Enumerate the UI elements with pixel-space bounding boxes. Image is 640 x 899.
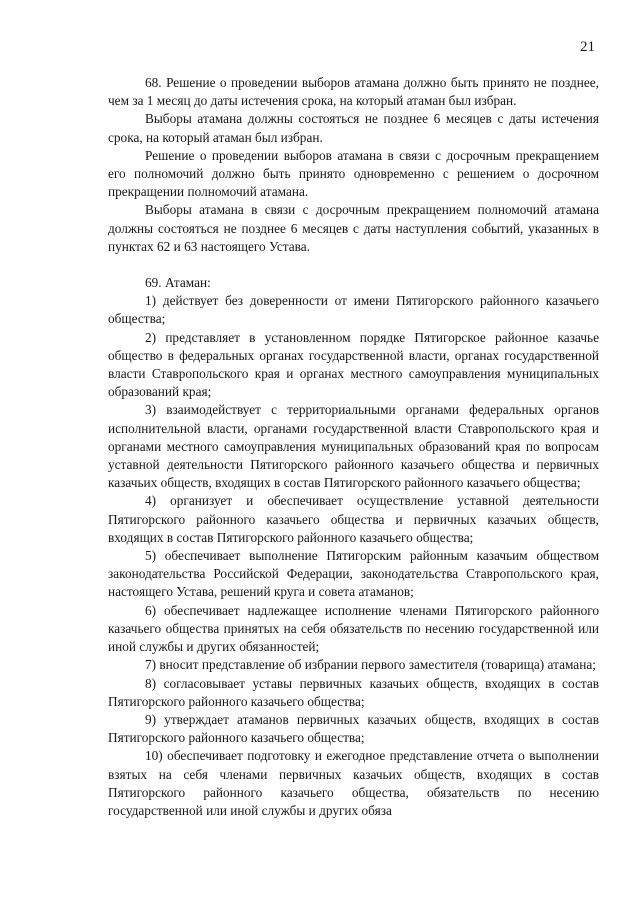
section-gap xyxy=(108,256,599,274)
list-item: 8) согласовывает уставы первичных казачьих обществ, входящих в состав Пятигорского районного казачьего общества; xyxy=(108,675,599,709)
section-69 xyxy=(108,274,599,820)
list-item: 9) утверждает атаманов первичных казачьих обществ, входящих в состав Пятигорского районного казачьего общества; xyxy=(108,711,599,746)
list-item: 5) обеспечивает выполнение Пятигорским районным казачьим обществом законодательства Российской Федерации, законодательства Ставропольского края, настоящего Устава, решений круга и совета атаманов; xyxy=(108,548,599,600)
list-item: 3) взаимодействует с территориальными органами федеральных органов исполнительной власти, органами государственной власти Ставропольского края и органами местного самоуправления муниципальных образований края по вопросам уставной деятельности Пятигорского районного казачьего общества и первичных казачьих обществ, входящих в состав Пятигорского районного казачьего общества; xyxy=(108,402,599,491)
paragraph: 68. Решение о проведении выборов атамана должно быть принято не позднее, чем за 1 месяц до даты истечения срока, на который атаман был избран. xyxy=(108,75,599,109)
list-item: 4) организует и обеспечивает осуществление уставной деятельности Пятигорского районного казачьего общества и первичных казачьих обществ, входящих в состав Пятигорского районного казачьего общества; xyxy=(108,493,599,545)
section-heading: 69. Атаман: xyxy=(145,275,211,291)
page-number: 21 xyxy=(580,39,595,55)
paragraph: Решение о проведении выборов атамана в связи с досрочным прекращением его полномочий должно быть принято одновременно с решением о досрочном прекращении полномочий атамана. xyxy=(108,147,599,200)
list-item: 1) действует без доверенности от имени Пятигорского районного казачьего общества; xyxy=(108,293,599,327)
paragraph: Выборы атамана должны состояться не позднее 6 месяцев с даты истечения срока, на который атаман был избран. xyxy=(108,111,599,145)
document-body xyxy=(108,74,599,820)
paragraph: Выборы атамана в связи с досрочным прекращением полномочий атамана должны состояться не позднее 6 месяцев с даты наступления событий, указанных в пунктах 62 и 63 настоящего Устава. xyxy=(108,202,599,254)
section-68 xyxy=(108,74,599,256)
list-item: 6) обеспечивает надлежащее исполнение членами Пятигорского районного казачьего общества принятых на себя обязательств по несению государственной или иной службы и других обязанностей; xyxy=(108,602,599,655)
list-item: 10) обеспечивает подготовку и ежегодное представление отчета о выполнении взятых на себя членами первичных казачьих обществ, входящих в состав Пятигорского районного казачьего общества, обязательств по несению государственной или иной службы и других обяза xyxy=(108,748,599,818)
list-item: 7) вносит представление об избрании первого заместителя (товарища) атамана; xyxy=(145,657,596,673)
list-item: 2) представляет в установленном порядке Пятигорское районное казачье общество в федеральных органах государственной власти, органах государственной власти Ставропольского края и органах местного самоуправления муниципальных образований края; xyxy=(108,329,599,400)
